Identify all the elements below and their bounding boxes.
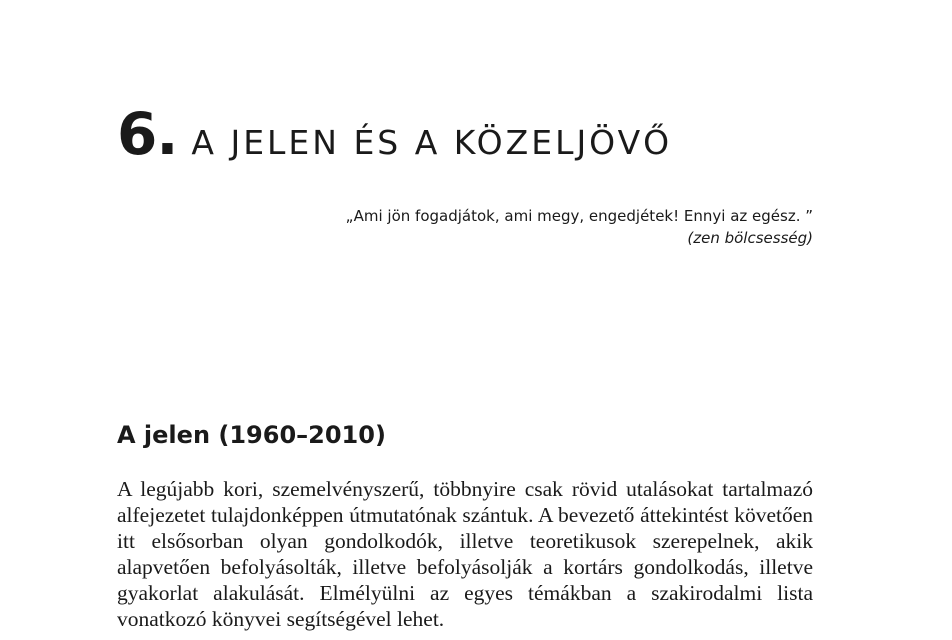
chapter-heading-text: A JELEN ÉS A KÖZELJÖVŐ xyxy=(191,123,673,162)
body-paragraph: A legújabb kori, szemelvényszerű, többnyire csak rövid utalásokat tartalmazó alfejezetet tulajdonképpen útmutatónak szántuk. A bevezető áttekintést követően itt elsősorban olyan gondolkodók, illetve teoretikusok szerepelnek, akik alapvetően befolyásolták, illetve befolyásolják a kortárs gondolkodás, illetve gyakorlat alakulását. Elmélyülni az egyes témákban a szakirodalmi lista vonatkozó könyvei segítségével lehet. xyxy=(117,477,813,631)
partial-next-line xyxy=(117,630,813,640)
section-heading: A jelen (1960–2010) xyxy=(117,421,386,449)
chapter-number: 6. xyxy=(117,100,178,168)
epigraph-source: (zen bölcsesség) xyxy=(687,229,813,247)
epigraph xyxy=(346,205,813,249)
chapter-title xyxy=(117,100,672,168)
epigraph-quote: „Ami jön fogadjátok, ami megy, engedjétek! Ennyi az egész. ” xyxy=(345,207,813,225)
